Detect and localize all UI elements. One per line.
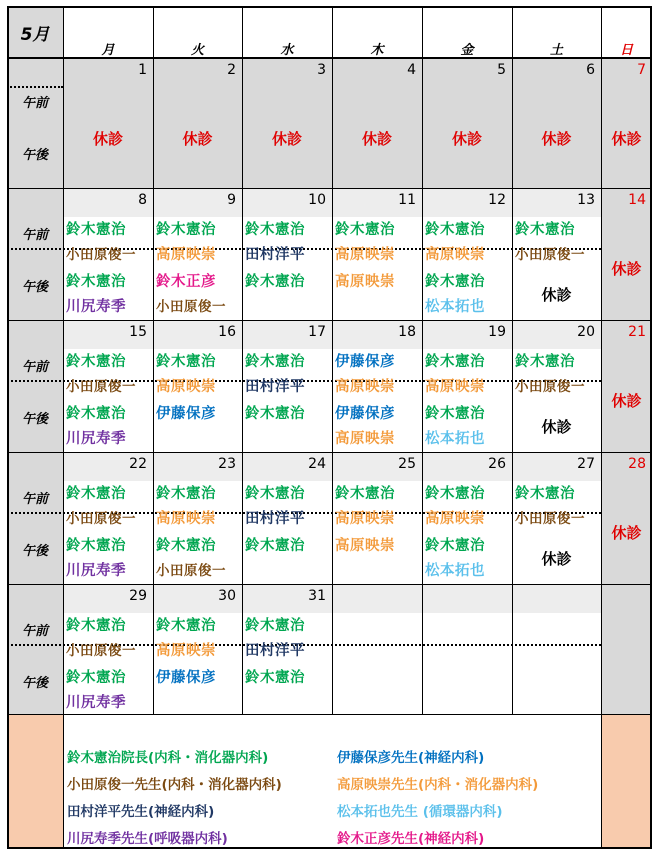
closed-label: 休診	[271, 130, 302, 148]
week-divider	[7, 584, 652, 585]
day-number: 7	[637, 62, 646, 78]
doctor-name: 高原映崇	[335, 274, 395, 290]
weekday-thu: 木	[370, 43, 384, 58]
doctor-name: 川尻寿季	[66, 431, 126, 447]
day-number: 10	[308, 192, 326, 208]
doctor-name: 高原映崇	[335, 511, 395, 527]
column-divider	[422, 6, 423, 714]
doctor-name: 小田原俊一	[515, 511, 585, 527]
doctor-name: 鈴木憲治	[245, 222, 305, 238]
doctor-name: 鈴木憲治	[515, 354, 575, 370]
week-divider	[7, 452, 652, 453]
doctor-name: 高原映崇	[156, 247, 216, 263]
day-number: 14	[628, 192, 646, 208]
doctor-name: 鈴木憲治	[156, 354, 216, 370]
week-divider	[7, 320, 652, 321]
doctor-name: 鈴木憲治	[425, 354, 485, 370]
doctor-name: 田村洋平	[245, 379, 305, 395]
doctor-name: 田村洋平	[245, 643, 305, 659]
day-number: 12	[488, 192, 506, 208]
doctor-name: 鈴木憲治	[515, 486, 575, 502]
closed-label: 休診	[541, 550, 572, 568]
closed-label: 休診	[611, 130, 642, 148]
doctor-name: 鈴木憲治	[245, 406, 305, 422]
day-number: 19	[488, 324, 506, 340]
doctor-name: 小田原俊一	[66, 643, 136, 659]
doctor-name: 鈴木憲治	[66, 222, 126, 238]
doctor-name: 鈴木憲治	[425, 406, 485, 422]
doctor-name: 小田原俊一	[515, 247, 585, 263]
day-number: 31	[308, 588, 326, 604]
day-number: 5	[497, 62, 506, 78]
day-number: 29	[129, 588, 147, 604]
border-bottom	[7, 847, 652, 849]
doctor-name: 鈴木憲治	[515, 222, 575, 238]
day-number: 21	[628, 324, 646, 340]
legend-right-band	[601, 714, 652, 849]
day-number: 18	[398, 324, 416, 340]
border-top	[7, 6, 652, 8]
day-number: 25	[398, 456, 416, 472]
pm-label: 午後	[21, 148, 48, 163]
am-label: 午前	[21, 228, 48, 243]
day-number: 17	[308, 324, 326, 340]
day-number: 4	[407, 62, 416, 78]
legend-suzuki-kenji: 鈴木憲治院長(内科・消化器内科)	[67, 750, 269, 766]
border-left	[7, 6, 9, 849]
am-label: 午前	[21, 360, 48, 375]
legend-left-band	[7, 714, 63, 849]
legend-takahara: 高原映崇先生(内科・消化器内科)	[337, 777, 539, 793]
doctor-name: 鈴木憲治	[425, 222, 485, 238]
doctor-name: 鈴木憲治	[66, 670, 126, 686]
closed-label: 休診	[361, 130, 392, 148]
doctor-name: 高原映崇	[425, 511, 485, 527]
day-number: 3	[317, 62, 326, 78]
weekday-tue: 火	[190, 43, 204, 58]
column-divider	[332, 6, 333, 714]
doctor-name: 川尻寿季	[66, 299, 126, 315]
day-number: 11	[398, 192, 416, 208]
closed-label: 休診	[541, 418, 572, 436]
weekday-mon: 月	[101, 43, 115, 58]
doctor-name: 小田原俊一	[66, 247, 136, 263]
month-label: 5月	[20, 25, 50, 45]
doctor-name: 高原映崇	[425, 379, 485, 395]
doctor-name: 伊藤保彦	[335, 406, 395, 422]
doctor-name: 鈴木憲治	[245, 354, 305, 370]
doctor-name: 伊藤保彦	[335, 354, 395, 370]
legend-matsumoto: 松本拓也先生 (循環器内科)	[337, 804, 503, 820]
doctor-name: 小田原俊一	[66, 511, 136, 527]
day-number: 26	[488, 456, 506, 472]
week-divider	[7, 188, 652, 189]
closed-label: 休診	[541, 286, 572, 304]
sunday-column	[601, 58, 652, 714]
weekday-fri: 金	[460, 43, 474, 58]
doctor-name: 高原映崇	[425, 247, 485, 263]
calendar	[7, 6, 652, 849]
doctor-name: 鈴木憲治	[156, 538, 216, 554]
day-number: 24	[308, 456, 326, 472]
doctor-name: 鈴木憲治	[66, 486, 126, 502]
doctor-name: 田村洋平	[245, 247, 305, 263]
doctor-name: 田村洋平	[245, 511, 305, 527]
day-number: 23	[218, 456, 236, 472]
doctor-name: 鈴木憲治	[66, 618, 126, 634]
day-number: 22	[129, 456, 147, 472]
closed-label: 休診	[611, 524, 642, 542]
day-number: 9	[227, 192, 236, 208]
day-number: 28	[628, 456, 646, 472]
doctor-name: 鈴木憲治	[156, 222, 216, 238]
day-number: 27	[577, 456, 595, 472]
closed-label: 休診	[541, 130, 572, 148]
day-number: 2	[227, 62, 236, 78]
closed-label: 休診	[611, 260, 642, 278]
pm-label: 午後	[21, 544, 48, 559]
doctor-name: 松本拓也	[425, 431, 485, 447]
day-number: 16	[218, 324, 236, 340]
day-number: 15	[129, 324, 147, 340]
day-number: 8	[138, 192, 147, 208]
weekday-wed: 水	[280, 43, 294, 58]
doctor-name: 小田原俊一	[156, 299, 226, 315]
doctor-name: 小田原俊一	[515, 379, 585, 395]
doctor-name: 高原映崇	[156, 643, 216, 659]
column-divider	[153, 6, 154, 714]
legend-kawajiri: 川尻寿季先生(呼吸器内科)	[67, 831, 228, 847]
day-number: 6	[586, 62, 595, 78]
doctor-name: 高原映崇	[156, 511, 216, 527]
doctor-name: 高原映崇	[335, 247, 395, 263]
doctor-name: 高原映崇	[335, 431, 395, 447]
doctor-name: 鈴木憲治	[425, 486, 485, 502]
weekday-sun: 日	[619, 43, 633, 58]
day-number: 13	[577, 192, 595, 208]
closed-label: 休診	[182, 130, 213, 148]
doctor-name: 川尻寿季	[66, 695, 126, 711]
doctor-name: 川尻寿季	[66, 563, 126, 579]
doctor-name: 鈴木憲治	[245, 538, 305, 554]
closed-label: 休診	[92, 130, 123, 148]
closed-label: 休診	[451, 130, 482, 148]
am-label: 午前	[21, 624, 48, 639]
doctor-name: 高原映崇	[335, 379, 395, 395]
closed-label: 休診	[611, 392, 642, 410]
doctor-name: 鈴木憲治	[245, 670, 305, 686]
week-divider	[7, 714, 652, 715]
doctor-name: 鈴木憲治	[335, 486, 395, 502]
doctor-name: 鈴木憲治	[66, 354, 126, 370]
doctor-name: 小田原俊一	[66, 379, 136, 395]
doctor-name: 鈴木憲治	[245, 618, 305, 634]
doctor-name: 伊藤保彦	[156, 670, 216, 686]
doctor-name: 伊藤保彦	[156, 406, 216, 422]
pm-label: 午後	[21, 280, 48, 295]
doctor-name: 高原映崇	[335, 538, 395, 554]
doctor-name: 松本拓也	[425, 563, 485, 579]
pm-label: 午後	[21, 676, 48, 691]
day-number: 1	[138, 62, 147, 78]
doctor-name: 高原映崇	[156, 379, 216, 395]
doctor-name: 鈴木正彦	[156, 274, 216, 290]
column-divider	[242, 6, 243, 714]
am-label: 午前	[21, 492, 48, 507]
doctor-name: 鈴木憲治	[425, 274, 485, 290]
doctor-name: 鈴木憲治	[245, 486, 305, 502]
doctor-name: 鈴木憲治	[425, 538, 485, 554]
legend-tamura: 田村洋平先生(神経内科)	[67, 804, 215, 820]
legend-odahara: 小田原俊一先生(内科・消化器内科)	[67, 777, 282, 793]
day-number: 30	[218, 588, 236, 604]
doctor-name: 鈴木憲治	[156, 486, 216, 502]
doctor-name: 鈴木憲治	[245, 274, 305, 290]
am-label: 午前	[21, 96, 48, 111]
ampm-separator	[7, 86, 63, 88]
pm-label: 午後	[21, 412, 48, 427]
day-number: 20	[577, 324, 595, 340]
doctor-name: 松本拓也	[425, 299, 485, 315]
legend-suzuki-masahiko: 鈴木正彦先生(神経内科)	[337, 831, 485, 847]
doctor-name: 鈴木憲治	[156, 618, 216, 634]
doctor-name: 鈴木憲治	[66, 274, 126, 290]
doctor-name: 小田原俊一	[156, 563, 226, 579]
doctor-name: 鈴木憲治	[66, 406, 126, 422]
doctor-name: 鈴木憲治	[66, 538, 126, 554]
column-divider	[512, 6, 513, 714]
weekday-sat: 土	[549, 43, 563, 58]
legend-ito: 伊藤保彦先生(神経内科)	[337, 750, 485, 766]
doctor-name: 鈴木憲治	[335, 222, 395, 238]
